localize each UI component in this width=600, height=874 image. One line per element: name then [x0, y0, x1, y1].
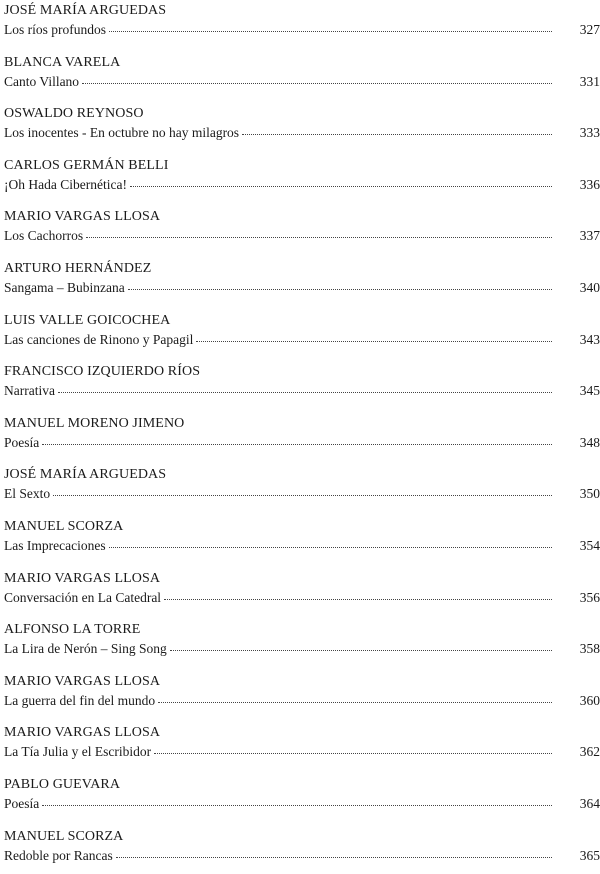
toc-dot-leader: [130, 176, 552, 187]
toc-title-line: [4, 434, 552, 452]
toc-title: Los ríos profundos: [4, 22, 106, 37]
toc-dot-leader: [109, 21, 552, 32]
toc-entry: [0, 105, 600, 151]
toc-author: LUIS VALLE GOICOCHEA: [4, 312, 171, 328]
toc-page-number: 354: [579, 538, 600, 553]
toc-title-line: [4, 589, 552, 607]
toc-title: Los inocentes - En octubre no hay milagros: [4, 125, 240, 141]
toc-title: La Lira de Nerón – Sing Song: [4, 641, 167, 657]
toc-dot-leader: [109, 537, 552, 548]
toc-entry: [0, 415, 600, 461]
toc-author: ALFONSO LA TORRE: [4, 622, 141, 638]
toc-author: MANUEL SCORZA: [4, 828, 124, 844]
toc-title-line: [4, 847, 552, 865]
toc-title-line: [4, 124, 552, 142]
toc-entry: [0, 363, 600, 409]
toc-page-number: 336: [579, 176, 600, 192]
toc-title: Poesía: [4, 434, 40, 450]
toc-title-line: [4, 485, 552, 503]
toc-page-number: 345: [579, 383, 600, 399]
toc-entry: [0, 570, 600, 616]
toc-entry: [0, 828, 600, 874]
toc-title: El Sexto: [4, 486, 51, 502]
toc-page-number: 348: [579, 434, 600, 450]
toc-page-number: 327: [579, 22, 600, 37]
toc-entry: [0, 54, 600, 100]
toc-title: Narrativa: [4, 383, 55, 399]
toc-dot-leader: [164, 589, 552, 600]
toc-dot-leader: [154, 743, 552, 754]
toc-title-line: [4, 382, 552, 400]
toc-page-number: 358: [579, 641, 600, 657]
toc-author: JOSÉ MARÍA ARGUEDAS: [4, 467, 167, 483]
toc-author: ARTURO HERNÁNDEZ: [4, 261, 152, 276]
toc-title: Redoble por Rancas: [4, 847, 113, 863]
toc-entry: [0, 312, 600, 358]
toc-dot-leader: [128, 279, 552, 290]
toc-title-line: [4, 743, 552, 761]
toc-entry: [0, 673, 600, 719]
toc-title: Canto Villano: [4, 73, 80, 89]
toc-dot-leader: [242, 124, 552, 135]
toc-dot-leader: [42, 795, 552, 806]
toc-title-line: [4, 795, 552, 813]
toc-title: Sangama – Bubinzana: [4, 280, 125, 295]
toc-author: FRANCISCO IZQUIERDO RÍOS: [4, 364, 201, 380]
toc-author: MARIO VARGAS LLOSA: [4, 570, 161, 586]
toc-entry: [0, 2, 600, 48]
toc-title-line: [4, 227, 552, 245]
toc-dot-leader: [158, 692, 552, 703]
toc-author: PABLO GUEVARA: [4, 777, 121, 792]
toc-title: Las Imprecaciones: [4, 538, 106, 553]
toc-dot-leader: [42, 434, 552, 445]
toc-page-number: 362: [579, 744, 600, 760]
toc-author: MANUEL SCORZA: [4, 519, 124, 534]
toc-entry: [0, 776, 600, 822]
toc-title-line: [4, 692, 552, 710]
toc-entry: [0, 157, 600, 203]
toc-entry: [0, 621, 600, 667]
toc-title: Los Cachorros: [4, 228, 84, 244]
toc-dot-leader: [53, 485, 552, 496]
toc-title-line: [4, 279, 552, 297]
toc-entry: [0, 260, 600, 306]
toc-author: MANUEL MORENO JIMENO: [4, 415, 185, 431]
toc-title-line: [4, 21, 552, 39]
toc-author: MARIO VARGAS LLOSA: [4, 673, 161, 689]
toc-author: OSWALDO REYNOSO: [4, 106, 144, 122]
toc-page-number: 340: [579, 280, 600, 295]
toc-title-line: [4, 176, 552, 194]
toc-title-line: [4, 331, 552, 349]
toc-dot-leader: [86, 227, 552, 238]
toc-dot-leader: [82, 73, 552, 84]
toc-entry: [0, 466, 600, 512]
toc-author: CARLOS GERMÁN BELLI: [4, 157, 169, 173]
toc-title: Poesía: [4, 796, 40, 811]
toc-title-line: [4, 73, 552, 91]
toc-entry: [0, 518, 600, 564]
toc-page-number: 333: [579, 125, 600, 141]
toc-title-line: [4, 537, 552, 555]
toc-entry: [0, 208, 600, 254]
toc-page-number: 350: [579, 486, 600, 502]
toc-author: MARIO VARGAS LLOSA: [4, 209, 161, 225]
toc-title: Conversación en La Catedral: [4, 589, 162, 605]
toc-dot-leader: [58, 382, 552, 393]
toc-title: La Tía Julia y el Escribidor: [4, 744, 152, 760]
toc-dot-leader: [196, 331, 552, 342]
toc-title-line: [4, 640, 552, 658]
toc-dot-leader: [170, 640, 552, 651]
toc-author: BLANCA VARELA: [4, 54, 121, 70]
toc-page-number: 343: [579, 331, 600, 347]
toc-page-number: 331: [579, 73, 600, 89]
toc-title: La guerra del fin del mundo: [4, 692, 156, 708]
toc-author: MARIO VARGAS LLOSA: [4, 725, 161, 741]
toc-dot-leader: [116, 847, 552, 858]
toc-title: Las canciones de Rinono y Papagil: [4, 331, 194, 347]
toc-title: ¡Oh Hada Cibernética!: [4, 176, 127, 192]
toc-author: JOSÉ MARÍA ARGUEDAS: [4, 3, 167, 18]
toc-page-number: 365: [579, 847, 600, 863]
toc-entry: [0, 724, 600, 770]
toc-page-number: 337: [579, 228, 600, 244]
toc-page-number: 364: [579, 796, 600, 811]
toc-page-number: 360: [579, 692, 600, 708]
toc-page-number: 356: [579, 589, 600, 605]
